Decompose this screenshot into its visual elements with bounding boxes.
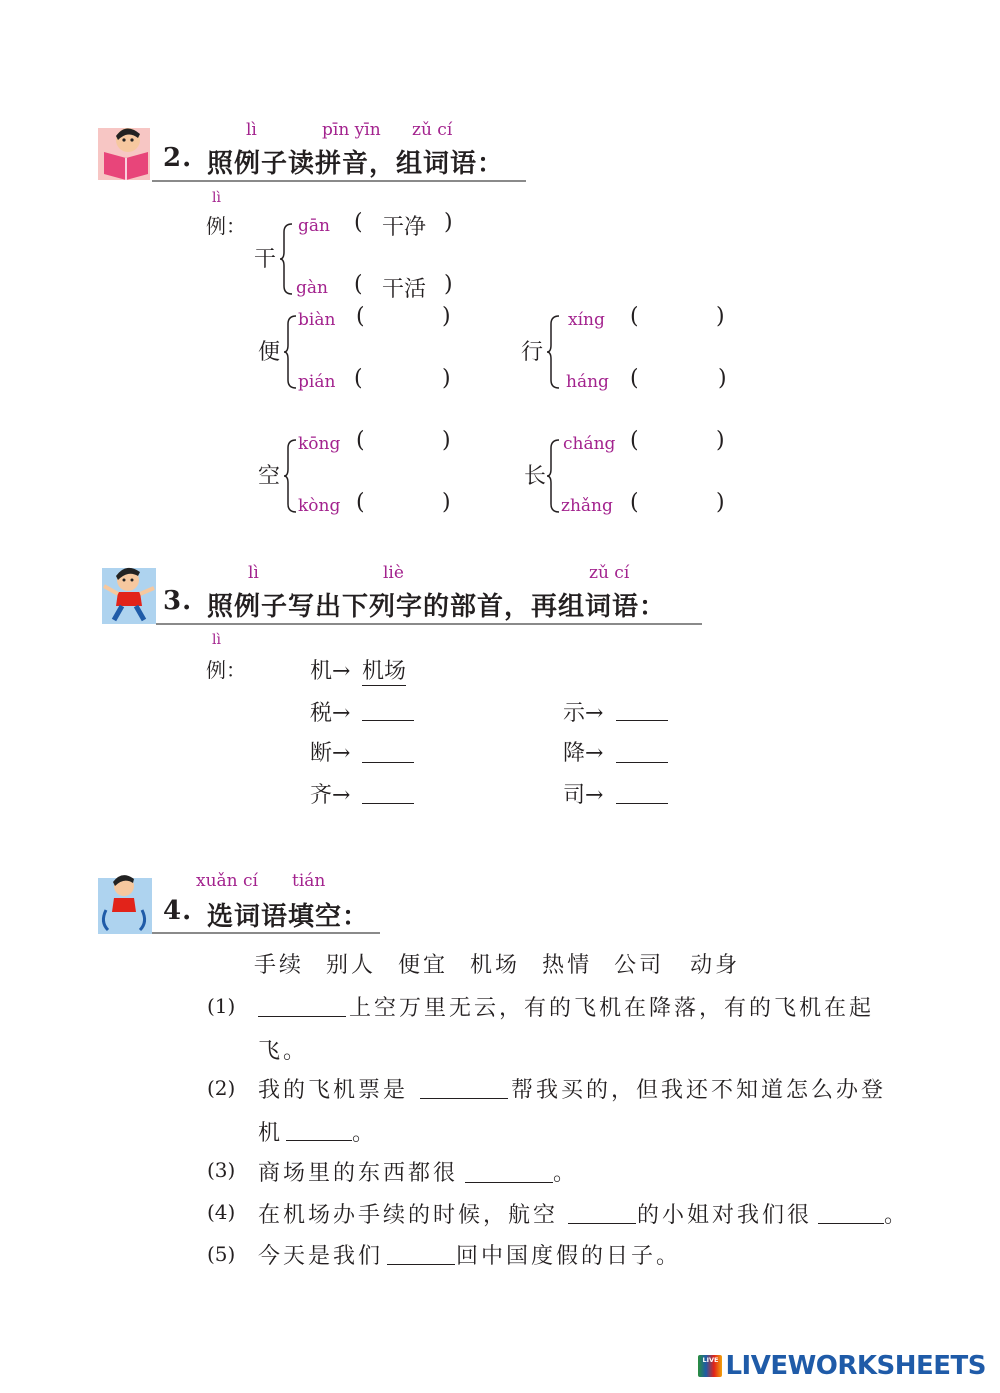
radical-item-shui: 税→ (310, 701, 351, 726)
example-pinyin-1: gān (298, 216, 330, 236)
paren-open: ( (356, 490, 365, 515)
section-3-rule (156, 623, 702, 625)
word-bank-item: 便宜 (398, 953, 449, 978)
example-radical-answer: 机场 (362, 654, 406, 686)
section-2-rule (152, 180, 526, 182)
sentence-4-blank-2[interactable] (818, 1201, 884, 1224)
paren-close: ) (442, 366, 451, 391)
section-3-pinyin-zuci: zǔ cí (589, 563, 630, 583)
word-bank-item: 别人 (326, 953, 377, 978)
answer-input-chang[interactable] (648, 430, 714, 454)
section-2-number: 2. (163, 143, 193, 173)
sentence-4-end: 。 (884, 1203, 910, 1228)
radical-item-si: 司→ (563, 783, 604, 808)
brace-icon (284, 438, 298, 514)
radical-input-qi[interactable] (362, 781, 414, 804)
word-bank-item: 公司 (614, 953, 665, 978)
pinyin-zhang: zhǎng (561, 496, 613, 516)
pinyin-xing: xíng (568, 310, 605, 330)
paren-open: ( (356, 304, 365, 329)
section-4-rule (152, 932, 380, 934)
section-2-pinyin-pinyin: pīn yīn (322, 120, 381, 140)
word-bank-item: 机场 (470, 953, 521, 978)
paren-close: ) (442, 304, 451, 329)
answer-input-kong1[interactable] (372, 430, 438, 454)
radical-item-duan: 断→ (310, 741, 351, 766)
sentence-number: (5) (207, 1242, 236, 1266)
paren-close: ) (718, 366, 727, 391)
section-4-number: 4. (163, 896, 193, 926)
paren-close: ) (716, 490, 725, 515)
example-word-1: 干净 (382, 215, 427, 240)
example-word-2: 干活 (382, 277, 427, 302)
example-pinyin: lì (212, 632, 221, 648)
sentence-3-blank[interactable] (465, 1160, 553, 1183)
section-3-title: 照例子写出下列字的部首，再组词语： (207, 592, 667, 622)
example-pinyin: lì (212, 190, 221, 206)
sentence-number: (4) (207, 1200, 236, 1224)
paren-open: ( (354, 272, 363, 297)
brace-icon (284, 314, 298, 390)
answer-input-hang[interactable] (648, 368, 714, 392)
radical-item-qi: 齐→ (310, 783, 351, 808)
live-badge-icon (698, 1354, 722, 1378)
word-bank (254, 948, 740, 979)
paren-open: ( (630, 490, 639, 515)
brace-icon (547, 314, 561, 390)
paren-open: ( (354, 366, 363, 391)
sentence-number: (1) (207, 994, 236, 1018)
radical-input-jiang[interactable] (616, 740, 668, 763)
radical-item-jiang: 降→ (563, 741, 604, 766)
radical-input-shui[interactable] (362, 698, 414, 721)
paren-close: ) (444, 210, 453, 235)
radical-input-duan[interactable] (362, 740, 414, 763)
section-3-number: 3. (163, 586, 193, 616)
paren-close: ) (444, 272, 453, 297)
example-label: 例： (206, 214, 246, 238)
section-2-pinyin-zuci: zǔ cí (412, 120, 453, 140)
example-label: 例： (206, 658, 246, 682)
sentence-5-text-b: 回中国度假的日子。 (456, 1244, 682, 1269)
writing-boy-icon (96, 870, 156, 936)
reading-boy-icon (96, 122, 156, 182)
section-4-title: 选词语填空： (207, 902, 370, 932)
pinyin-chang: cháng (563, 434, 616, 454)
section-2-title: 照例子读拼音，组词语： (207, 149, 505, 179)
sentence-2-cont-b: 。 (352, 1121, 378, 1146)
sentence-5-blank[interactable] (387, 1242, 455, 1265)
pinyin-bian: biàn (298, 310, 336, 330)
paren-open: ( (630, 366, 639, 391)
badge-text: LIVE (698, 1355, 722, 1377)
word-bank-item: 热情 (542, 953, 593, 978)
pinyin-hang: háng (566, 372, 609, 392)
answer-input-bian[interactable] (372, 306, 438, 330)
brace-icon (280, 222, 294, 296)
sentence-4-blank-1[interactable] (568, 1201, 636, 1224)
paren-close: ) (442, 428, 451, 453)
section-3-pinyin-li: lì (248, 563, 259, 583)
sentence-4-text-a: 在机场办手续的时候，航空 (258, 1203, 559, 1228)
group-char-kong: 空 (258, 464, 281, 489)
brace-icon (547, 438, 561, 514)
radical-input-shi[interactable] (616, 698, 668, 721)
word-bank-item: 动身 (690, 953, 741, 978)
answer-input-xing[interactable] (648, 306, 714, 330)
answer-input-kong4[interactable] (372, 492, 438, 516)
group-char-bian: 便 (258, 340, 281, 365)
sentence-2-blank-2[interactable] (286, 1118, 352, 1141)
radical-input-si[interactable] (616, 781, 668, 804)
sentence-3-end: 。 (553, 1161, 579, 1186)
answer-input-zhang[interactable] (648, 492, 714, 516)
section-2-pinyin-li: lì (246, 120, 257, 140)
pinyin-kong1: kōng (298, 434, 341, 454)
sentence-3-text: 商场里的东西都很 (258, 1161, 459, 1186)
example-char: 干 (254, 247, 277, 272)
logo-text: LIVEWORKSHEETS (725, 1351, 986, 1381)
paren-open: ( (630, 428, 639, 453)
paren-open: ( (356, 428, 365, 453)
sentence-2-text-a: 我的飞机票是 (258, 1078, 409, 1103)
pinyin-kong4: kòng (298, 496, 341, 516)
example-radical-char: 机→ (310, 659, 351, 684)
paren-close: ) (442, 490, 451, 515)
group-char-chang: 长 (524, 464, 547, 489)
sentence-number: (2) (207, 1076, 236, 1100)
word-bank-item: 手续 (254, 953, 305, 978)
sentence-2-blank-1[interactable] (420, 1076, 508, 1099)
sentence-1-blank[interactable] (258, 994, 346, 1017)
sentence-number: (3) (207, 1158, 236, 1182)
paren-open: ( (630, 304, 639, 329)
jumping-boy-icon (100, 562, 160, 626)
paren-close: ) (716, 304, 725, 329)
section-3-pinyin-lie: liè (383, 563, 404, 583)
radical-item-shi: 示→ (563, 701, 604, 726)
example-pinyin-2: gàn (296, 278, 328, 298)
sentence-4-text-b: 的小姐对我们很 (637, 1203, 813, 1228)
paren-open: ( (354, 210, 363, 235)
pinyin-pian: pián (298, 372, 336, 392)
group-char-xing: 行 (521, 340, 544, 365)
sentence-1-continuation: 飞。 (258, 1039, 309, 1064)
sentence-5-text-a: 今天是我们 (258, 1244, 384, 1269)
section-4-pinyin-tian: tián (292, 871, 326, 891)
sentence-1-text: 上空万里无云，有的飞机在降落，有的飞机在起 (349, 996, 875, 1021)
sentence-2-text-b: 帮我买的，但我还不知道怎么办登 (511, 1078, 887, 1103)
section-4-pinyin-xuanci: xuǎn cí (196, 871, 258, 891)
paren-close: ) (716, 428, 725, 453)
answer-input-pian[interactable] (372, 368, 438, 392)
liveworksheets-logo (698, 1351, 986, 1381)
sentence-2-cont-a: 机 (258, 1121, 284, 1146)
